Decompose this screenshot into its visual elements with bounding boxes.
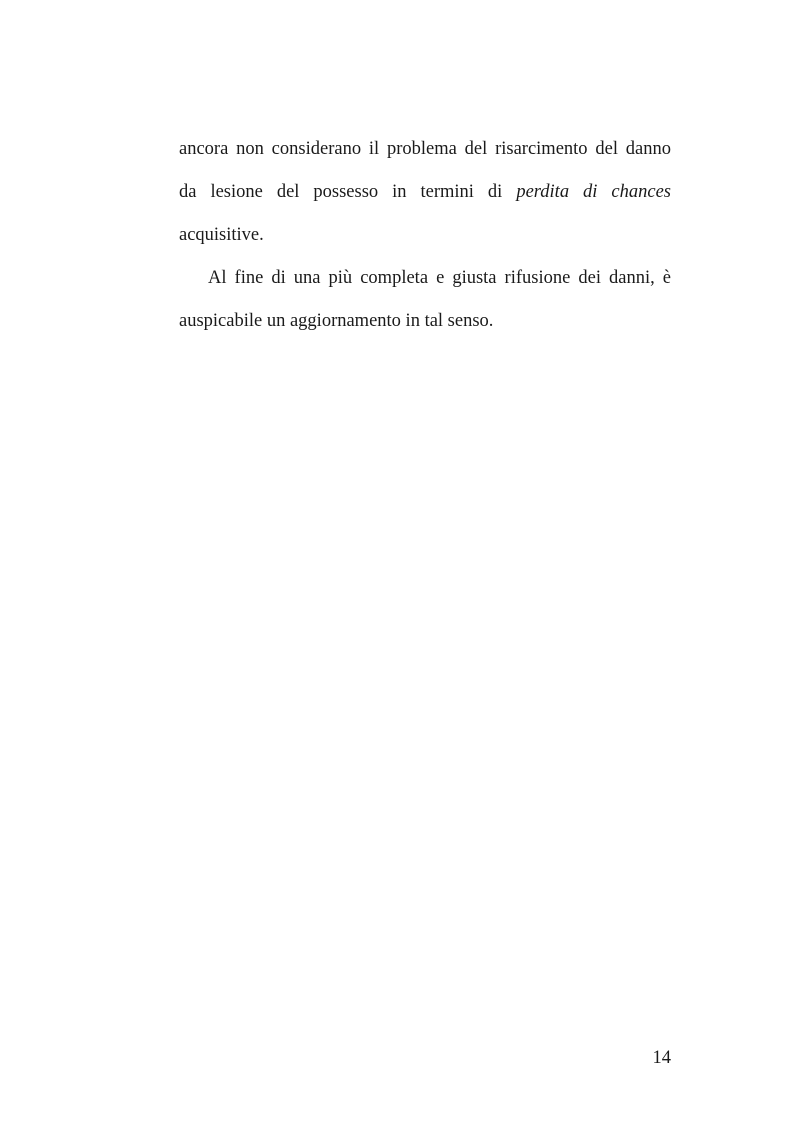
paragraph-1-line-2-text: da lesione del possesso in termini di [179,182,503,202]
paragraph-1-line-1: ancora non considerano il problema del risarcimento del danno [179,139,671,159]
page-number: 14 [652,1048,671,1068]
paragraph-1-line-2 [179,171,671,214]
italic-phrase: perdita di chances [516,182,672,202]
paragraph-2-line-1: Al fine di una più completa e giusta rifusione dei danni, è [208,268,671,288]
body-text [179,128,671,343]
paragraph-1-line-3: acquisitive. [179,225,264,245]
paragraph-2-line-2: auspicabile un aggiornamento in tal senso. [179,311,494,331]
